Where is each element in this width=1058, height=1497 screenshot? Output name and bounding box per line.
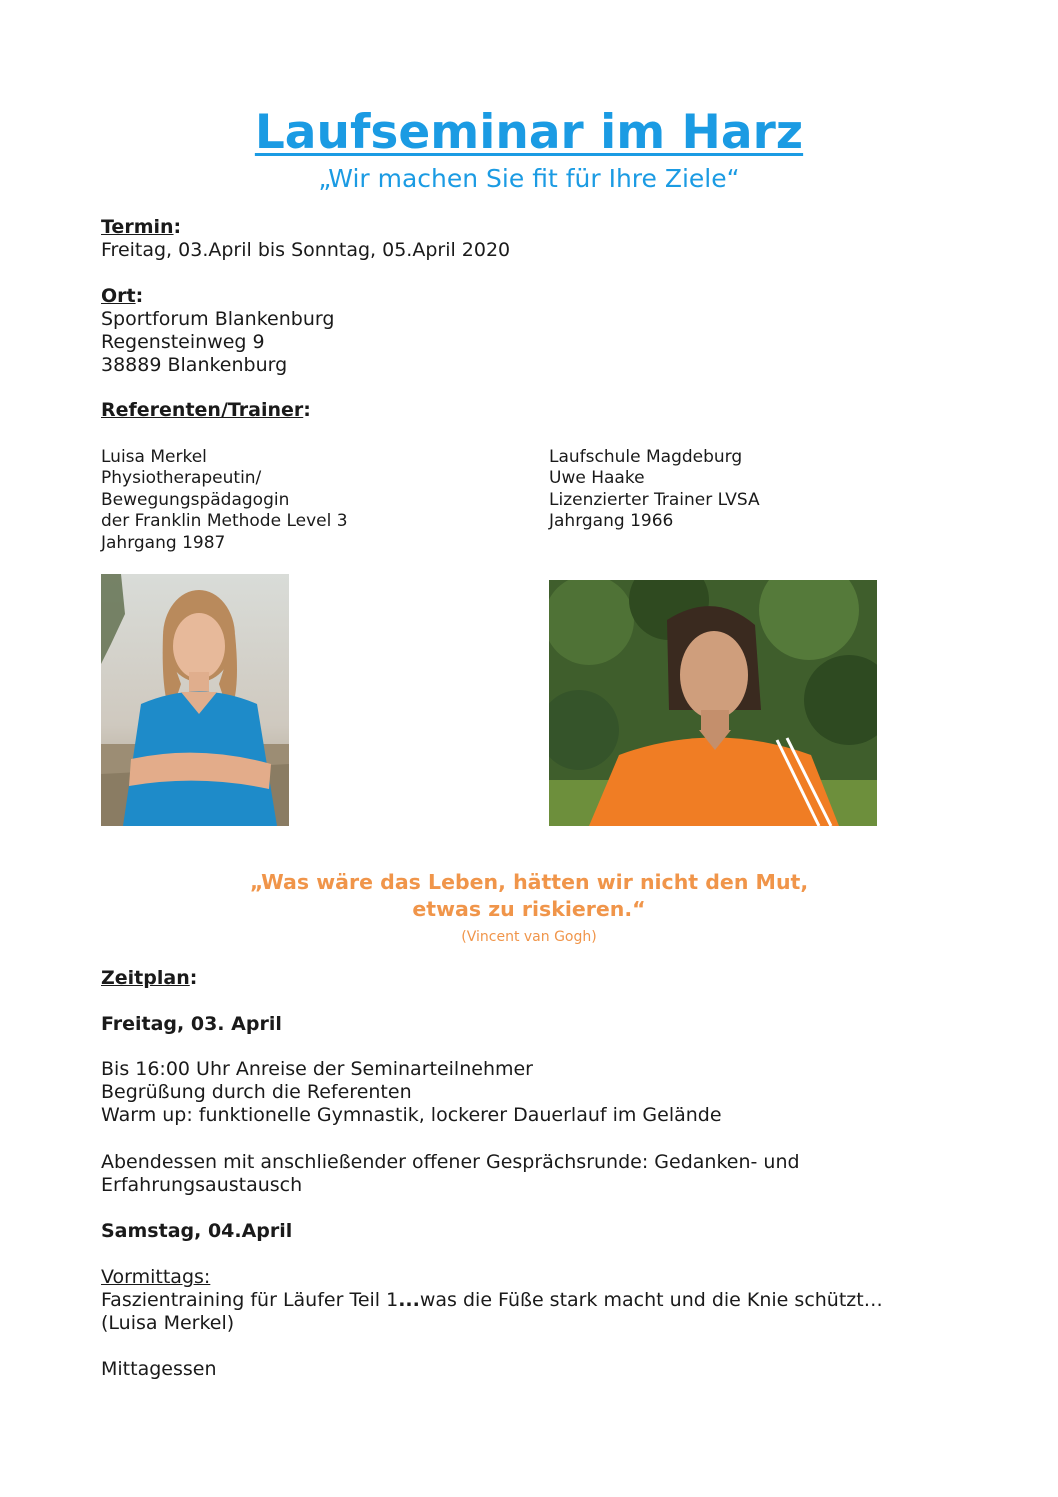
photo-uwe-haake bbox=[549, 580, 877, 826]
referent-left-line: Jahrgang 1987 bbox=[101, 533, 226, 553]
referent-left-line: Physiotherapeutin/ bbox=[101, 468, 262, 488]
termin-value: Freitag, 03.April bis Sonntag, 05.April 2020 bbox=[101, 239, 511, 261]
day-heading-freitag: Freitag, 03. April bbox=[101, 1013, 282, 1035]
referent-left-line: der Franklin Methode Level 3 bbox=[101, 511, 348, 531]
schedule-line: Abendessen mit anschließender offener Gesprächsrunde: Gedanken- und bbox=[101, 1151, 800, 1173]
vormittags-label: Vormittags: bbox=[101, 1266, 211, 1288]
referent-right-line: Lizenzierter Trainer LVSA bbox=[549, 490, 760, 510]
referenten-heading: Referenten/Trainer: bbox=[101, 399, 311, 421]
schedule-line: Begrüßung durch die Referenten bbox=[101, 1081, 412, 1103]
schedule-line: Warm up: funktionelle Gymnastik, lockerer Dauerlauf im Gelände bbox=[101, 1104, 722, 1126]
schedule-line: Erfahrungsaustausch bbox=[101, 1174, 303, 1196]
training-trainer: (Luisa Merkel) bbox=[101, 1312, 235, 1334]
zeitplan-heading: Zeitplan: bbox=[101, 967, 198, 989]
training-description: was die Füße stark macht und die Knie schützt… bbox=[419, 1289, 883, 1311]
referent-right-line: Jahrgang 1966 bbox=[549, 511, 674, 531]
lunch-line: Mittagessen bbox=[101, 1358, 217, 1380]
schedule-line: Bis 16:00 Uhr Anreise der Seminarteilnehmer bbox=[101, 1058, 533, 1080]
quote-source: (Vincent van Gogh) bbox=[461, 929, 597, 945]
page-title: Laufseminar im Harz bbox=[254, 105, 804, 160]
referent-left-line: Luisa Merkel bbox=[101, 447, 207, 467]
page-subtitle: „Wir machen Sie fit für Ihre Ziele“ bbox=[318, 164, 740, 193]
ort-line: 38889 Blankenburg bbox=[101, 354, 288, 376]
termin-heading: Termin: bbox=[101, 216, 182, 238]
ort-line: Sportforum Blankenburg bbox=[101, 308, 335, 330]
training-dots: ... bbox=[398, 1289, 420, 1311]
referent-right-line: Laufschule Magdeburg bbox=[549, 447, 743, 467]
training-title: Faszientraining für Läufer Teil 1 bbox=[101, 1289, 399, 1311]
referent-right-line: Uwe Haake bbox=[549, 468, 645, 488]
day-heading-samstag: Samstag, 04.April bbox=[101, 1220, 293, 1242]
ort-line: Regensteinweg 9 bbox=[101, 331, 265, 353]
ort-heading: Ort: bbox=[101, 285, 144, 307]
quote-line: etwas zu riskieren.“ bbox=[412, 897, 646, 921]
referent-left-line: Bewegungspädagogin bbox=[101, 490, 290, 510]
photo-luisa-merkel bbox=[101, 574, 289, 826]
training-line bbox=[101, 1289, 883, 1312]
quote-line: „Was wäre das Leben, hätten wir nicht den Mut, bbox=[249, 870, 809, 894]
